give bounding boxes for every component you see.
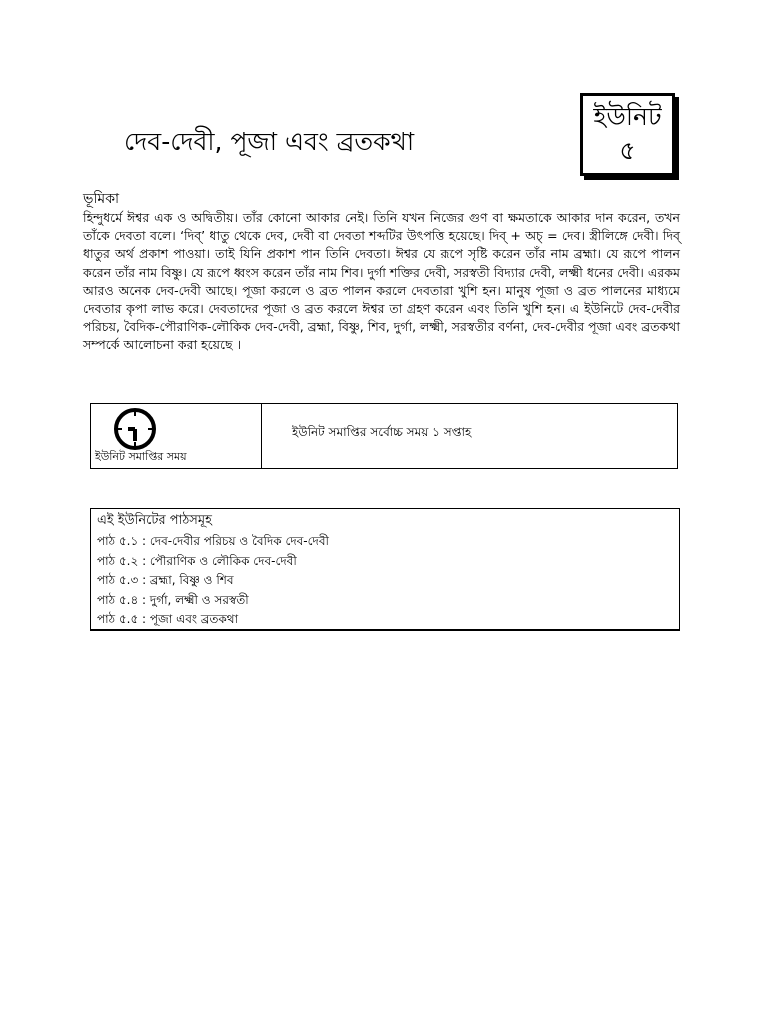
lessons-heading: এই ইউনিটের পাঠসমূহ xyxy=(97,513,212,528)
lesson-item: পাঠ ৫.৪ : দুর্গা, লক্ষ্মী ও সরস্বতী xyxy=(97,592,249,607)
lessons-box xyxy=(90,508,680,631)
lesson-item: পাঠ ৫.২ : পৌরাণিক ও লৌকিক দেব-দেবী xyxy=(97,553,297,568)
lesson-item: পাঠ ৫.৫ : পূজা এবং ব্রতকথা xyxy=(97,612,239,626)
time-left-cell xyxy=(91,404,262,468)
lesson-item: পাঠ ৫.১ : দেব-দেবীর পরিচয় ও বৈদিক দেব-দেবী xyxy=(97,534,329,548)
unit-badge xyxy=(580,93,675,176)
intro-paragraph: হিন্দুধর্মে ঈশ্বর এক ও অদ্বিতীয়। তাঁর কোনো আকার নেই। তিনি যখন নিজের গুণ বা ক্ষমতাকে আকার দান করেন, তখন তাঁকে দেবতা বলে। ‘দিব্’ ধাতু থেকে দেব, দেবী বা দেবতা শব্দটির উৎপত্তি হয়েছে। দিব্ + অচ্ = দেব। স্ত্রীলিঙ্গে দেবী। দিব্ ধাতুর অর্থ প্রকাশ পাওয়া। তাই যিনি প্রকাশ পান তিনি দেবতা। ঈশ্বর যে রূপে সৃষ্টি করেন তাঁর নাম ব্রহ্মা। যে রূপে পালন করেন তাঁর নাম বিষ্ণু। যে রূপে ধ্বংস করেন তাঁর নাম শিব। দুর্গা শক্তির দেবী, সরস্বতী বিদ্যার দেবী, লক্ষ্মী ধনের দেবী। এরকম আরও অনেক দেব-দেবী আছে। পূজা করলে ও ব্রত পালন করলে দেবতারা খুশি হন। মানুষ পূজা ও ব্রত পালনের মাধ্যমে দেবতার কৃপা লাভ করে। দেবতাদের পূজা ও ব্রত করলে ঈশ্বর তা গ্রহণ করেন এবং তিনি খুশি হন। এ ইউনিটে দেব-দেবীর পরিচয়, বৈদিক-পৌরাণিক-লৌকিক দেব-দেবী, ব্রহ্মা, বিষ্ণু, শিব, দুর্গা, লক্ষ্মী, সরস্বতীর বর্ণনা, দেব-দেবীর পূজা এবং ব্রতকথা সম্পর্কে আলোচনা করা হয়েছে । xyxy=(83,210,680,353)
time-right-cell xyxy=(262,404,677,468)
unit-number: ৫ xyxy=(619,136,636,165)
page-title: দেব-দেবী, পূজা এবং ব্রতকথা xyxy=(124,127,415,156)
lesson-item: পাঠ ৫.৩ : ব্রহ্মা, বিষ্ণু ও শিব xyxy=(97,573,234,587)
clock-icon xyxy=(113,407,157,451)
unit-max-time: ইউনিট সমাপ্তির সর্বোচ্চ সময় ১ সপ্তাহ xyxy=(292,425,472,439)
intro-heading: ভূমিকা xyxy=(83,191,120,207)
unit-time-table xyxy=(90,403,678,469)
unit-time-label: ইউনিট সমাপ্তির সময় xyxy=(95,450,187,463)
unit-label: ইউনিট xyxy=(593,102,662,131)
